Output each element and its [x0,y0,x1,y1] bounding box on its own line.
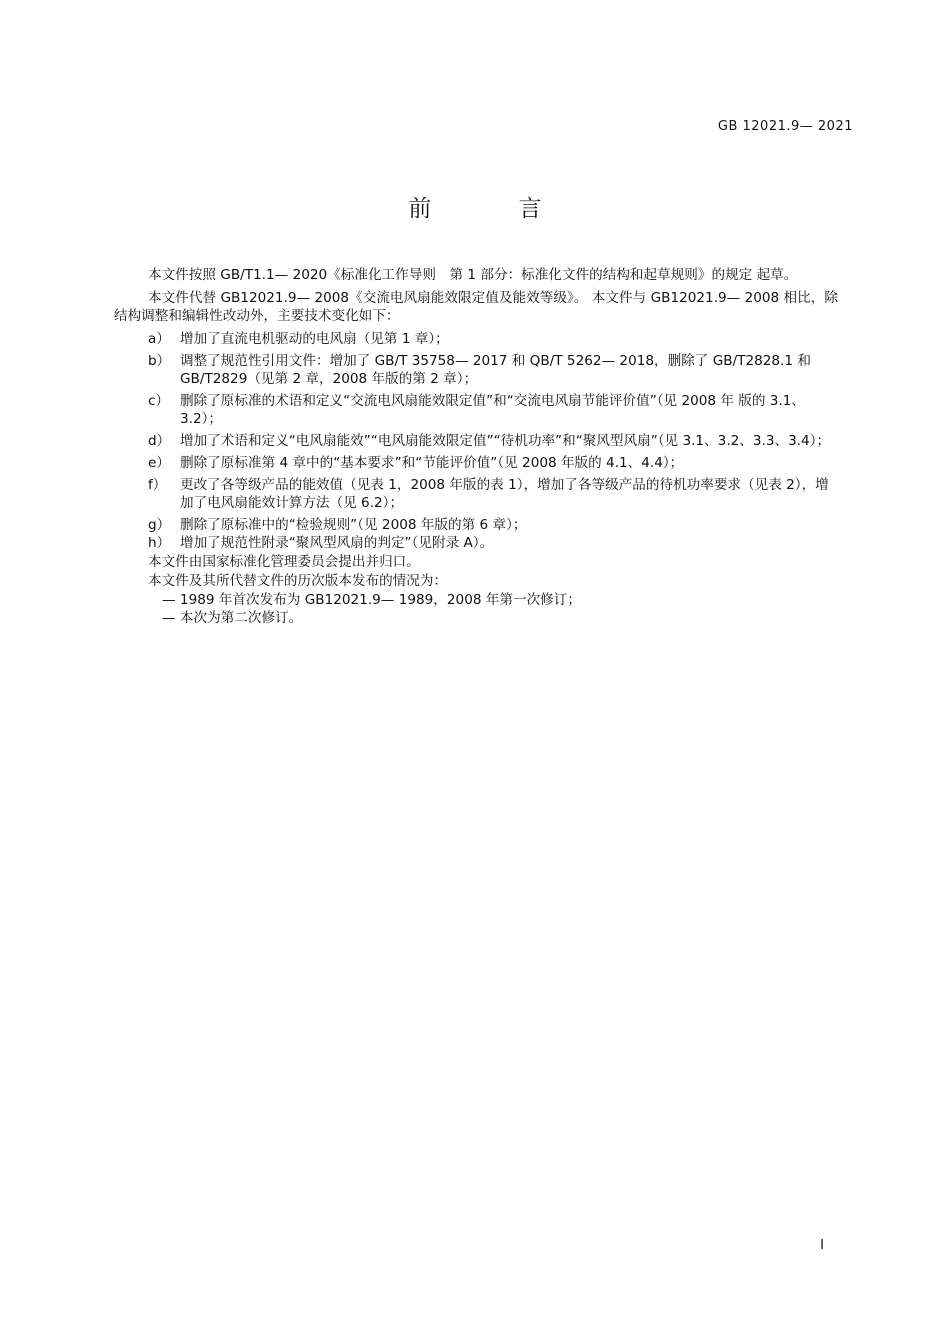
list-item-label: d） [148,433,171,449]
list-item-text: 增加了规范性附录“聚风型风扇的判定”（见附录 A）。 [180,535,494,551]
list-item-label: f） [148,477,167,493]
list-item-text: 更改了各等级产品的能效值（见表 1，2008 年版的表 1），增加了各等级产品的待机功率要求（见表 2），增加了电风扇能效计算方法（见 6.2）； [180,477,829,511]
change-list [114,330,838,552]
history-item: — 1989 年首次发布为 GB12021.9— 1989，2008 年第一次修订； [162,592,581,608]
paragraph-history-intro: 本文件及其所代替文件的历次版本发布的情况为： [148,573,448,589]
list-item-text: 增加了术语和定义“电风扇能效”“电风扇能效限定值”“待机功率”和“聚风型风扇”（见 3.1、3.2、3.3、3.4）； [180,433,831,449]
list-item-label: g） [148,517,171,533]
list-item-label: h） [148,535,171,551]
list-item [114,352,838,388]
list-item [114,454,838,472]
list-item-text: 调整了规范性引用文件：增加了 GB/T 35758— 2017 和 QB/T 5262— 2018，删除了 GB/T2828.1 和 GB/T2829（见第 2 章，2008 年版的第 2 章）； [180,353,811,387]
standard-number: GB 12021.9— 2021 [717,119,853,134]
list-item-text: 删除了原标准第 4 章中的“基本要求”和“节能评价值”（见 2008 年版的 4.1、4.4）； [180,455,684,471]
list-item [114,476,838,512]
list-item-label: c） [148,393,170,409]
list-item-label: a） [148,331,170,347]
list-item-text: 增加了直流电机驱动的电风扇（见第 1 章）； [180,331,449,347]
page-title: 前 言 [408,196,582,222]
paragraph-basis: 本文件按照 GB/T1.1— 2020《标准化工作导则 第 1 部分：标准化文件的结构和起草规则》的规定 起草。 [148,267,798,283]
list-item [114,516,838,534]
list-item-label: e） [148,455,170,471]
list-item-text: 删除了原标准的术语和定义“交流电风扇能效限定值”和“交流电风扇节能评价值”（见 2008 年 版的 3.1、3.2）； [180,393,806,427]
paragraph-replacement: 本文件代替 GB12021.9— 2008《交流电风扇能效限定值及能效等级》。 本文件与 GB12021.9— 2008 相比，除结构调整和编辑性改动外，主要技术变化如下： [114,290,838,324]
list-item [114,432,838,450]
history-list [114,591,838,627]
page-number: I [820,1238,824,1253]
list-item [114,330,838,348]
history-item: — 本次为第二次修订。 [162,610,303,626]
list-item-label: b） [148,353,171,369]
paragraph-proposer: 本文件由国家标准化管理委员会提出并归口。 [148,554,420,570]
list-item [114,534,838,552]
document-body [114,266,838,627]
list-item-text: 删除了原标准中的“检验规则”（见 2008 年版的第 6 章）； [180,517,527,533]
list-item [114,392,838,428]
